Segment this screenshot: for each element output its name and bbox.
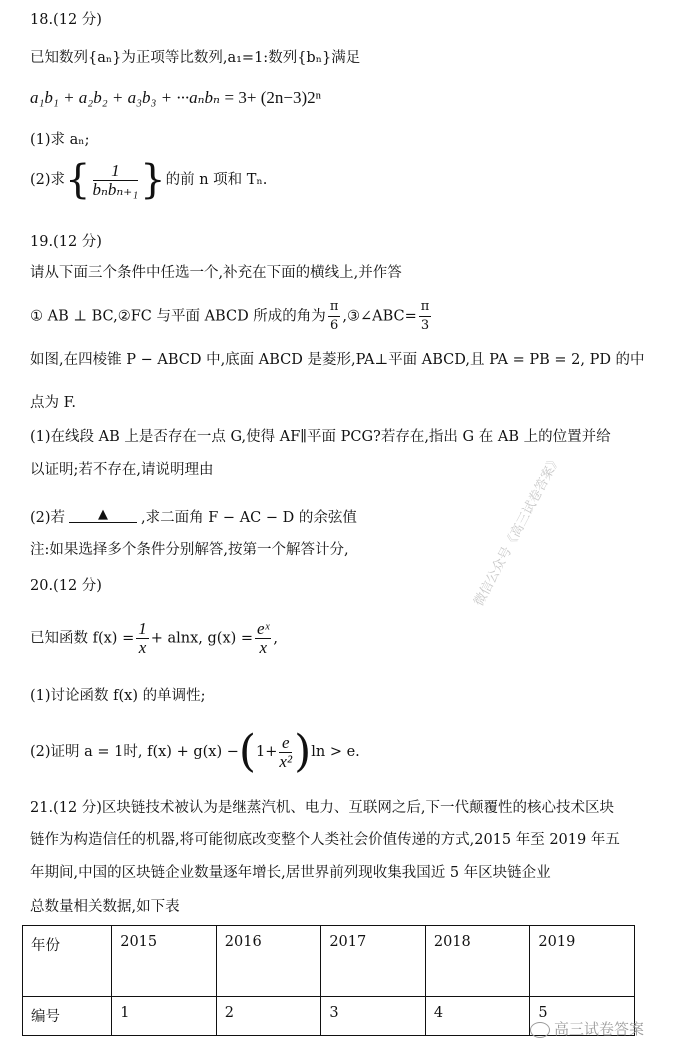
table-cell: 4 bbox=[425, 997, 530, 1036]
q20-part2: (2)证明 a = 1时, f(x) + g(x) −(1+ $\frac{e}{\text{x²}}$ )ln > e. bbox=[30, 726, 360, 777]
q20-header: 20.(12 分) bbox=[30, 578, 102, 594]
q19-part1-line1: (1)在线段 AB 上是否存在一点 G,使得 AF∥平面 PCG?若存在,指出 G 在 AB 上的位置并给 bbox=[30, 429, 611, 445]
q19-part2-suffix: ,求二面角 F − AC − D 的余弦值 bbox=[141, 510, 357, 526]
table-cell: 2016 bbox=[216, 926, 321, 997]
q18-part2-prefix: (2)求 bbox=[30, 172, 66, 188]
q18-formula-rhs: = 3+ (2n−3)2ⁿ bbox=[224, 88, 321, 107]
q19-body-line1: 如图,在四棱锥 P − ABCD 中,底面 ABCD 是菱形,PA⊥平面 ABCD,且 PA = PB = 2, PD 的中 bbox=[30, 352, 645, 368]
table-cell: 2019 bbox=[530, 926, 635, 997]
q20-frac-e-over-x2: $\frac{e}{\text{x²}}$ bbox=[279, 732, 293, 771]
q18-formula-lhs: a₁b₁ + a₂b₂ + a₃b₃ + ···aₙbₙ bbox=[30, 88, 220, 107]
q19-pi6-fraction: $\frac{\pi}{6}$ bbox=[329, 299, 339, 333]
table-cell: 1 bbox=[112, 997, 217, 1036]
q20-stem-mid: + alnx, g(x) = bbox=[150, 630, 254, 647]
footer-logo bbox=[530, 1018, 644, 1039]
table-cell: 编号 bbox=[23, 997, 112, 1036]
q20-frac-1-over-x: $\frac{1}{x}$ bbox=[138, 619, 147, 657]
q21-line4: 总数量相关数据,如下表 bbox=[30, 899, 180, 915]
table-cell: 3 bbox=[321, 997, 426, 1036]
table-cell: 年份 bbox=[23, 926, 112, 997]
q19-conditions-a: ① AB ⊥ BC,②FC 与平面 ABCD 所成的角为 bbox=[30, 308, 326, 325]
table-cell: 2017 bbox=[321, 926, 426, 997]
q20-frac-ex-over-x: $\frac{\text{eˣ}}{x}$ bbox=[257, 619, 270, 657]
table-cell: 5 bbox=[530, 997, 635, 1036]
q18-part2-fraction: $\frac{1}{\text{bₙbₙ₊₁}}$ bbox=[92, 160, 139, 199]
q19-conditions bbox=[30, 298, 433, 335]
q19-part2-prefix: (2)若 bbox=[30, 510, 66, 526]
table-cell: 2015 bbox=[112, 926, 217, 997]
q19-pi3-fraction: $\frac{\pi}{3}$ bbox=[420, 299, 430, 333]
q21-line2: 链作为构造信任的机器,将可能彻底改变整个人类社会价值传递的方式,2015 年至 2019 年五 bbox=[30, 832, 620, 848]
q19-part2 bbox=[30, 508, 357, 528]
q20-part1: (1)讨论函数 f(x) 的单调性; bbox=[30, 688, 206, 704]
footer-logo-text: 高三试卷答案 bbox=[554, 1020, 645, 1038]
watermark: 微信公众号《高三试卷答案》 bbox=[471, 452, 565, 609]
table-cell: 2018 bbox=[425, 926, 530, 997]
q19-intro: 请从下面三个条件中任选一个,补充在下面的横线上,并作答 bbox=[30, 265, 402, 281]
q19-note: 注:如果选择多个条件分别解答,按第一个解答计分, bbox=[30, 542, 349, 558]
table-cell: 2 bbox=[216, 997, 321, 1036]
answer-blank: ▲ bbox=[69, 508, 137, 523]
q19-header: 19.(12 分) bbox=[30, 234, 102, 250]
q18-part2-suffix: 的前 n 项和 Tₙ. bbox=[165, 172, 268, 188]
q20-stem-prefix: 已知函数 f(x) = bbox=[30, 630, 135, 647]
q18-part1: (1)求 aₙ; bbox=[30, 132, 90, 148]
q19-conditions-b: ,③∠ABC= bbox=[342, 308, 417, 325]
q18-part2: (2)求{ $\frac{1}{\text{bₙbₙ₊₁}}$ }的前 n 项和 Tₙ. bbox=[30, 157, 268, 203]
q20-part2-prefix: (2)证明 a = 1时, f(x) + g(x) − bbox=[30, 744, 239, 760]
q18-stem: 已知数列{aₙ}为正项等比数列,a₁=1:数列{bₙ}满足 bbox=[30, 50, 361, 66]
table-row-year bbox=[23, 926, 635, 997]
q20-stem: 已知函数 f(x) = $\frac{1}{x}$ + alnx, g(x) = $\frac{\text{eˣ}}{x}$ , bbox=[30, 619, 278, 657]
q21-line1: 21.(12 分)区块链技术被认为是继蒸汽机、电力、互联网之后,下一代颠覆性的核心技术区块 bbox=[30, 800, 615, 816]
q19-part1-line2: 以证明;若不存在,请说明理由 bbox=[30, 462, 214, 478]
q18-header: 18.(12 分) bbox=[30, 12, 102, 28]
q18-formula bbox=[30, 88, 321, 109]
q21-line3: 年期间,中国的区块链企业数量逐年增长,居世界前列现收集我国近 5 年区块链企业 bbox=[30, 865, 551, 881]
wechat-icon bbox=[530, 1022, 550, 1038]
q20-part2-suffix: ln > e. bbox=[311, 744, 360, 760]
q19-body-line2: 点为 F. bbox=[30, 395, 77, 411]
